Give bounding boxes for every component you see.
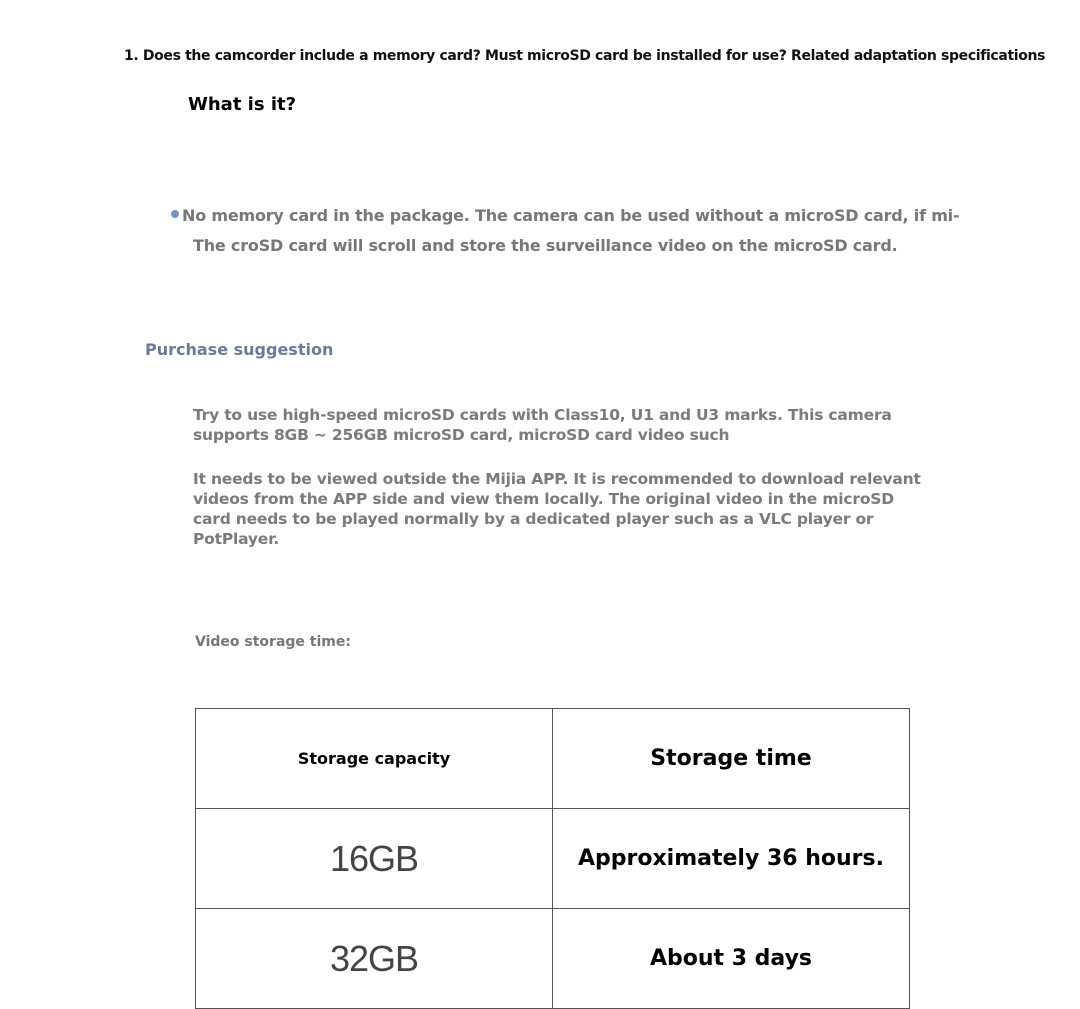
purchase-suggestion-title: Purchase suggestion bbox=[145, 340, 334, 359]
answer-line-1: No memory card in the package. The camera can be used without a microSD card, if mi- bbox=[182, 206, 960, 225]
bullet-icon bbox=[171, 210, 179, 218]
header-time: Storage time bbox=[650, 746, 812, 771]
video-storage-time-label: Video storage time: bbox=[195, 634, 351, 650]
capacity-cell bbox=[196, 809, 553, 909]
purchase-paragraph-2: It needs to be viewed outside the Mijia APP. It is recommended to download relevant videos from the APP side and view them locally. The original video in the microSD card needs to be played normally by a dedicated player such as a VLC player or PotPlayer. bbox=[193, 470, 921, 548]
purchase-paragraph-1: Try to use high-speed microSD cards with Class10, U1 and U3 marks. This camera supports 8GB ~ 256GB microSD card, microSD card video such bbox=[193, 406, 892, 444]
capacity-value: 32GB bbox=[329, 937, 419, 979]
time-value: Approximately 36 hours. bbox=[578, 846, 884, 871]
time-value: About 3 days bbox=[649, 946, 813, 971]
what-is-it-heading: What is it? bbox=[188, 94, 297, 115]
header-capacity-cell bbox=[196, 709, 553, 809]
table-row bbox=[196, 909, 910, 1009]
table-header-row bbox=[196, 709, 910, 809]
table-row bbox=[196, 809, 910, 909]
time-cell bbox=[553, 909, 910, 1009]
capacity-value: 16GB bbox=[329, 837, 419, 879]
question-heading: 1. Does the camcorder include a memory card? Must microSD card be installed for use? Related adaptation specifications bbox=[124, 48, 1046, 64]
storage-table bbox=[195, 708, 910, 1009]
capacity-cell bbox=[196, 909, 553, 1009]
header-time-cell bbox=[553, 709, 910, 809]
header-capacity: Storage capacity bbox=[297, 749, 451, 768]
answer-line-2: The croSD card will scroll and store the surveillance video on the microSD card. bbox=[193, 236, 898, 255]
time-cell bbox=[553, 809, 910, 909]
